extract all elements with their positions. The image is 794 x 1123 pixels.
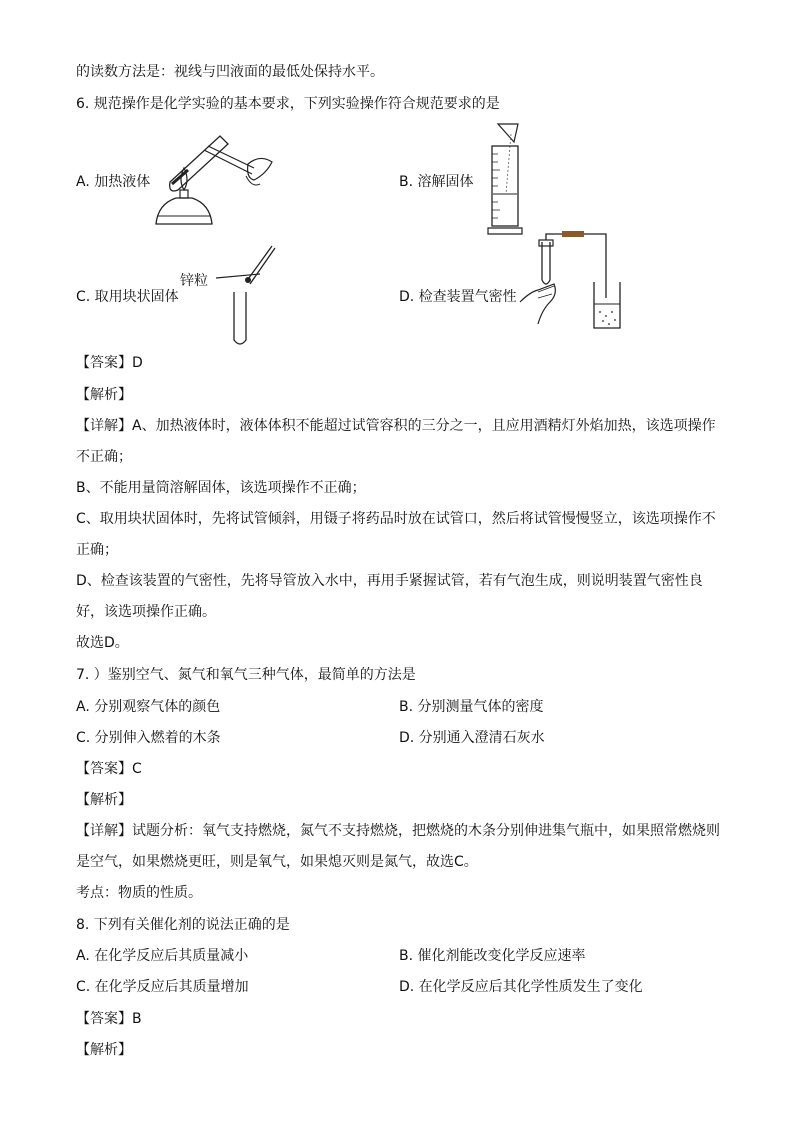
q6-detail-line: D、检查该装置的气密性，先将导管放入水中，再用手紧握试管，若有气泡生成，则说明装置气密性良 (76, 573, 703, 589)
question-7-stem: 7. ）鉴别空气、氮气和氧气三种气体，最简单的方法是 (76, 667, 416, 683)
q6-analysis-heading: 【解析】 (76, 387, 132, 403)
q8-option-b: B. 催化剂能改变化学反应速率 (399, 948, 586, 964)
question-8-stem: 8. 下列有关催化剂的说法正确的是 (76, 917, 290, 933)
q6-detail-line: B、不能用量筒溶解固体，该选项操作不正确； (76, 480, 366, 496)
q8-analysis-heading: 【解析】 (76, 1042, 132, 1058)
q7-detail-line: 【详解】试题分析：氧气支持燃烧，氮气不支持燃烧，把燃烧的木条分别伸进集气瓶中，如果照常燃烧则 (76, 823, 720, 839)
q8-option-d: D. 在化学反应后其化学性质发生了变化 (399, 979, 643, 995)
q6-answer: 【答案】D (76, 355, 143, 371)
q6-detail-line: 不正确； (76, 449, 132, 465)
q6-detail-line: 【详解】A、加热液体时，液体体积不能超过试管容积的三分之一，且应用酒精灯外焰加热，该选项操作 (76, 418, 716, 434)
q7-option-d: D. 分别通入澄清石灰水 (399, 730, 545, 746)
q6-option-c: C. 取用块状固体 (76, 289, 179, 305)
q6-option-d: D. 检查装置气密性 (399, 289, 517, 305)
q6-detail-line: 正确； (76, 542, 118, 558)
q8-option-a: A. 在化学反应后其质量减小 (76, 948, 249, 964)
q6-conclusion: 故选D。 (76, 635, 129, 651)
q6-detail-line: C、取用块状固体时，先将试管倾斜，用镊子将药品时放在试管口，然后将试管慢慢竖立，该选项操作不 (76, 511, 716, 527)
q8-option-c: C. 在化学反应后其质量增加 (76, 979, 249, 995)
airtightness-check-figure (520, 232, 624, 332)
question-6-stem: 6. 规范操作是化学实验的基本要求，下列实验操作符合规范要求的是 (76, 96, 500, 112)
q7-point: 考点：物质的性质。 (76, 885, 202, 901)
text-line: 的读数方法是：视线与凹液面的最低处保持水平。 (76, 64, 384, 80)
q6-option-b: B. 溶解固体 (399, 174, 474, 190)
q7-analysis-heading: 【解析】 (76, 792, 132, 808)
q7-detail-line: 是空气，如果燃烧更旺，则是氧气，如果熄灭则是氮气，故选C。 (76, 854, 478, 870)
heating-liquid-figure (148, 124, 278, 236)
q7-option-a: A. 分别观察气体的颜色 (76, 699, 221, 715)
q7-option-c: C. 分别伸入燃着的木条 (76, 730, 221, 746)
q7-option-b: B. 分别测量气体的密度 (399, 699, 544, 715)
q6-option-a: A. 加热液体 (76, 174, 151, 190)
solid-into-test-tube-figure (212, 244, 278, 348)
q8-answer: 【答案】B (76, 1011, 142, 1027)
q7-answer: 【答案】C (76, 761, 142, 777)
q6-detail-line: 好，该选项操作正确。 (76, 604, 216, 620)
graduated-cylinder-figure (484, 124, 530, 236)
zinc-granule-label: 锌粒 (180, 273, 208, 289)
